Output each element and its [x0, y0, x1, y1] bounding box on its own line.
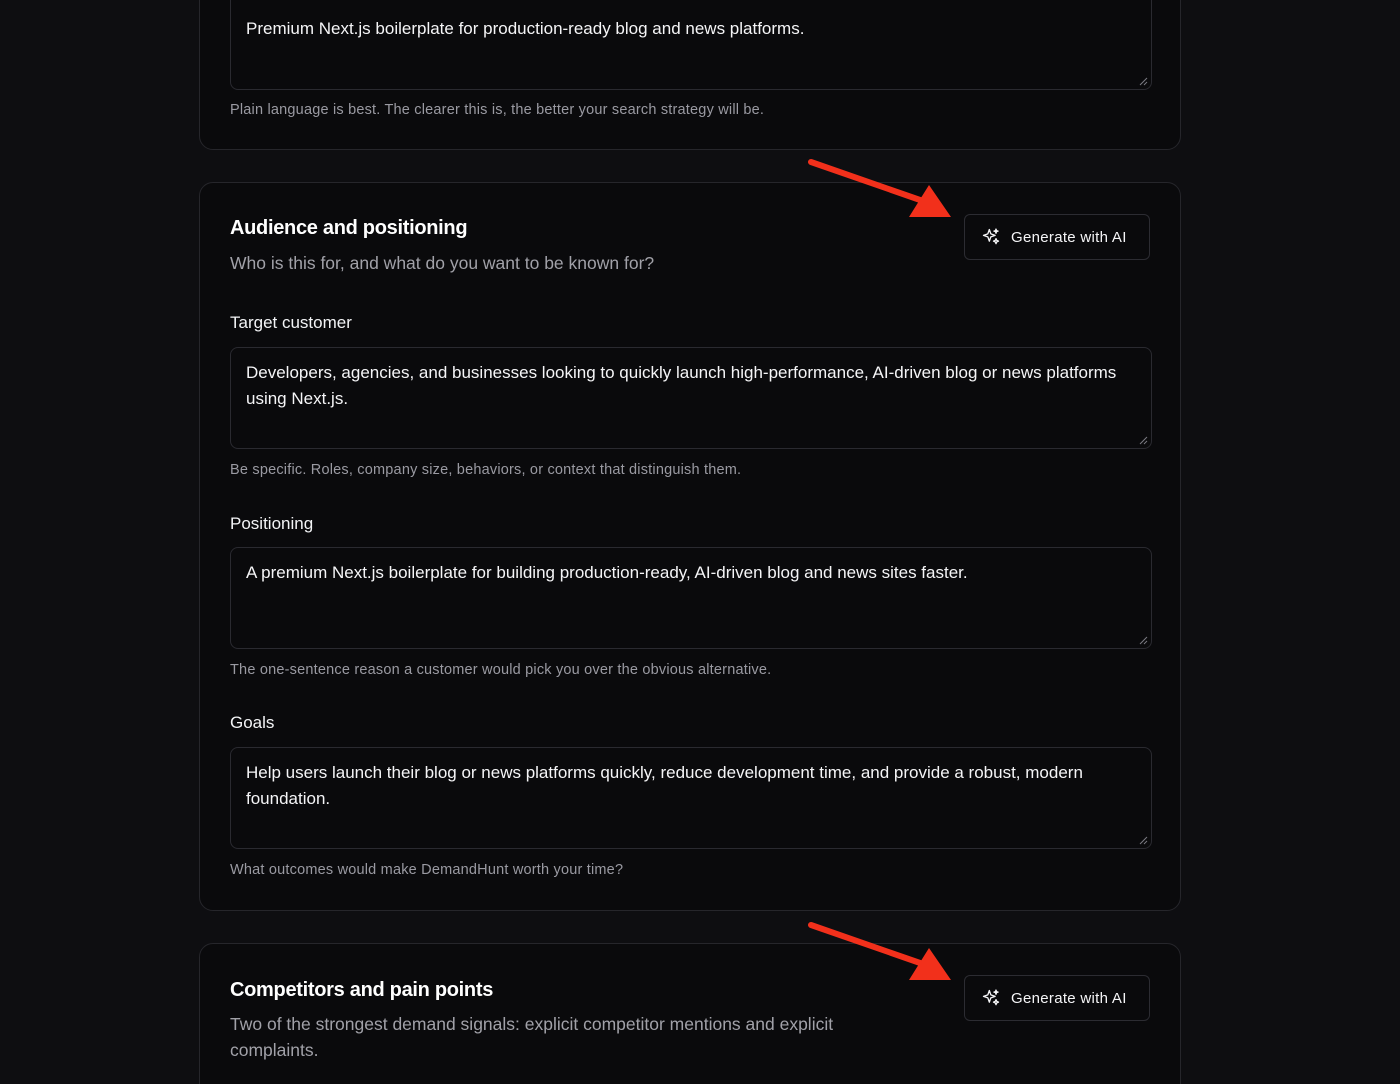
generate-button-label: Generate with AI	[1011, 228, 1127, 246]
section-description: Who is this for, and what do you want to be known for?	[230, 253, 655, 273]
resize-grip-icon[interactable]	[1138, 835, 1148, 845]
audience-positioning-card	[199, 182, 1181, 911]
resize-grip-icon[interactable]	[1138, 76, 1148, 86]
positioning-hint: The one-sentence reason a customer would pick you over the obvious alternative.	[230, 662, 772, 678]
positioning-label: Positioning	[230, 514, 314, 533]
product-description-input[interactable]	[230, 0, 1152, 90]
goals-input[interactable]	[230, 747, 1152, 849]
goals-label: Goals	[230, 713, 275, 732]
product-description-value: Premium Next.js boilerplate for production-ready blog and news platforms.	[246, 19, 805, 38]
target-customer-hint: Be specific. Roles, company size, behaviors, or context that distinguish them.	[230, 462, 742, 478]
sparkles-icon	[981, 988, 1001, 1008]
positioning-input[interactable]	[230, 547, 1152, 649]
product-description-hint: Plain language is best. The clearer this is, the better your search strategy will be.	[230, 102, 765, 118]
generate-with-ai-button[interactable]	[964, 214, 1150, 260]
product-description-card	[199, 0, 1181, 150]
section-title: Audience and positioning	[230, 217, 468, 239]
sparkles-icon	[981, 227, 1001, 247]
target-customer-label: Target customer	[230, 313, 352, 332]
goals-value: Help users launch their blog or news platforms quickly, reduce development time, and provide a robust, modern foundation.	[246, 763, 1083, 808]
resize-grip-icon[interactable]	[1138, 435, 1148, 445]
resize-grip-icon[interactable]	[1138, 635, 1148, 645]
target-customer-value: Developers, agencies, and businesses looking to quickly launch high-performance, AI-driven blog or news platforms using Next.js.	[246, 363, 1117, 408]
generate-button-label: Generate with AI	[1011, 989, 1127, 1007]
target-customer-input[interactable]	[230, 347, 1152, 449]
positioning-value: A premium Next.js boilerplate for building production-ready, AI-driven blog and news sites faster.	[246, 563, 968, 582]
section-title: Competitors and pain points	[230, 979, 494, 1001]
generate-with-ai-button[interactable]	[964, 975, 1150, 1021]
section-description: Two of the strongest demand signals: explicit competitor mentions and explicit complaints.	[230, 1014, 834, 1060]
competitors-pain-points-card	[199, 943, 1181, 1084]
goals-hint: What outcomes would make DemandHunt worth your time?	[230, 862, 624, 878]
